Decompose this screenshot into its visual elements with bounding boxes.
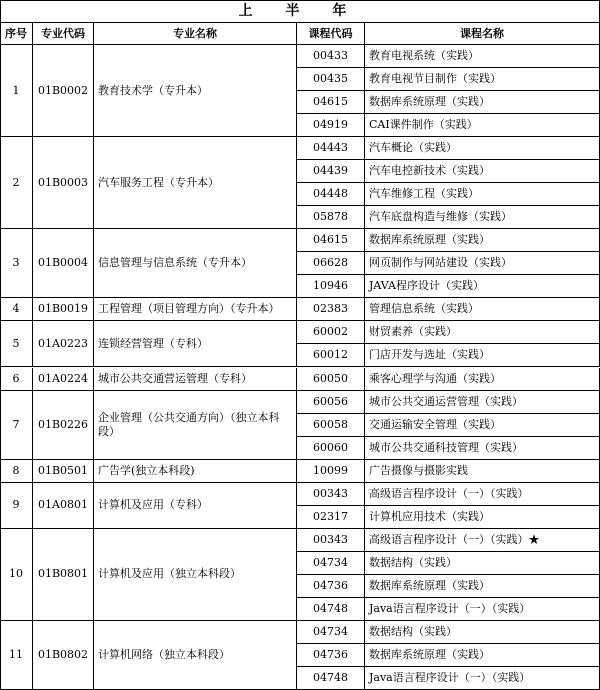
header-seq: 序号 bbox=[0, 23, 33, 45]
course-name: 数据结构（实践） bbox=[365, 621, 600, 644]
major-seq: 11 bbox=[0, 621, 33, 690]
course-name: 门店开发与选址（实践） bbox=[365, 344, 600, 367]
course-code: 05878 bbox=[297, 206, 365, 229]
major-name: 企业管理（公共交通方向）（独立本科段） bbox=[94, 391, 297, 460]
course-code: 04736 bbox=[297, 644, 365, 667]
major-seq: 5 bbox=[0, 321, 33, 367]
course-name: 数据结构（实践） bbox=[365, 552, 600, 575]
header-course-name: 课程名称 bbox=[365, 23, 600, 45]
major-name: 计算机及应用（独立本科段） bbox=[94, 529, 297, 621]
major-code: 01B0501 bbox=[33, 460, 94, 483]
course-code: 02383 bbox=[297, 298, 365, 321]
course-name: 财贸素养（实践） bbox=[365, 321, 600, 344]
course-name: 汽车底盘构造与维修（实践） bbox=[365, 206, 600, 229]
course-name: 教育电视系统（实践） bbox=[365, 45, 600, 68]
course-name: CAI课件制作（实践） bbox=[365, 114, 600, 137]
major-name: 工程管理（项目管理方向）（专升本） bbox=[94, 298, 297, 321]
course-code: 04748 bbox=[297, 598, 365, 621]
course-name: 汽车电控新技术（实践） bbox=[365, 160, 600, 183]
course-code: 04748 bbox=[297, 667, 365, 690]
course-code: 04615 bbox=[297, 91, 365, 114]
course-name: Java语言程序设计（一）（实践） bbox=[365, 667, 600, 690]
course-name: 数据库系统原理（实践） bbox=[365, 644, 600, 667]
course-name: 交通运输安全管理（实践） bbox=[365, 414, 600, 437]
course-code: 60060 bbox=[297, 437, 365, 460]
course-name: 高级语言程序设计（一）（实践）★ bbox=[365, 529, 600, 552]
course-code: 04443 bbox=[297, 137, 365, 160]
major-name: 信息管理与信息系统（专升本） bbox=[94, 229, 297, 298]
course-name: 数据库系统原理（实践） bbox=[365, 91, 600, 114]
major-code: 01B0226 bbox=[33, 391, 94, 460]
major-code: 01A0801 bbox=[33, 483, 94, 529]
course-code: 00435 bbox=[297, 68, 365, 91]
course-name: 汽车概论（实践） bbox=[365, 137, 600, 160]
course-code: 10099 bbox=[297, 460, 365, 483]
major-seq: 10 bbox=[0, 529, 33, 621]
course-name: 计算机应用技术（实践） bbox=[365, 506, 600, 529]
course-name: 城市公共交通运营管理（实践） bbox=[365, 391, 600, 414]
course-name: JAVA程序设计（实践） bbox=[365, 275, 600, 298]
course-code: 02317 bbox=[297, 506, 365, 529]
course-code: 06628 bbox=[297, 252, 365, 275]
course-code: 04919 bbox=[297, 114, 365, 137]
major-seq: 7 bbox=[0, 391, 33, 460]
course-code: 60050 bbox=[297, 368, 365, 391]
major-seq: 9 bbox=[0, 483, 33, 529]
major-name: 连锁经营管理（专科） bbox=[94, 321, 297, 367]
header-major-code: 专业代码 bbox=[33, 23, 94, 45]
course-name: 城市公共交通科技管理（实践） bbox=[365, 437, 600, 460]
course-code: 60056 bbox=[297, 391, 365, 414]
course-name: 网页制作与网站建设（实践） bbox=[365, 252, 600, 275]
course-code: 04615 bbox=[297, 229, 365, 252]
course-code: 10946 bbox=[297, 275, 365, 298]
course-name: 管理信息系统（实践） bbox=[365, 298, 600, 321]
course-name: 乘客心理学与沟通（实践） bbox=[365, 368, 600, 391]
major-code: 01B0004 bbox=[33, 229, 94, 298]
major-seq: 8 bbox=[0, 460, 33, 483]
major-code: 01B0802 bbox=[33, 621, 94, 690]
course-name: 数据库系统原理（实践） bbox=[365, 575, 600, 598]
course-code: 04734 bbox=[297, 621, 365, 644]
major-code: 01B0801 bbox=[33, 529, 94, 621]
major-seq: 3 bbox=[0, 229, 33, 298]
course-name: 汽车维修工程（实践） bbox=[365, 183, 600, 206]
course-code: 00343 bbox=[297, 529, 365, 552]
major-seq: 1 bbox=[0, 45, 33, 137]
major-code: 01B0019 bbox=[33, 298, 94, 321]
course-name: Java语言程序设计（一）（实践） bbox=[365, 598, 600, 621]
major-code: 01A0224 bbox=[33, 368, 94, 391]
course-code: 04734 bbox=[297, 552, 365, 575]
major-seq: 4 bbox=[0, 298, 33, 321]
major-code: 01B0002 bbox=[33, 45, 94, 137]
course-code: 04439 bbox=[297, 160, 365, 183]
major-seq: 2 bbox=[0, 137, 33, 229]
course-name: 高级语言程序设计（一）（实践） bbox=[365, 483, 600, 506]
course-code: 00343 bbox=[297, 483, 365, 506]
major-code: 01B0003 bbox=[33, 137, 94, 229]
major-name: 教育技术学（专升本） bbox=[94, 45, 297, 137]
course-name: 数据库系统原理（实践） bbox=[365, 229, 600, 252]
major-name: 计算机及应用（专科） bbox=[94, 483, 297, 529]
course-code: 00433 bbox=[297, 45, 365, 68]
major-seq: 6 bbox=[0, 368, 33, 391]
course-code: 60012 bbox=[297, 344, 365, 367]
course-code: 60002 bbox=[297, 321, 365, 344]
course-code: 60058 bbox=[297, 414, 365, 437]
course-code: 04736 bbox=[297, 575, 365, 598]
major-name: 广告学(独立本科段) bbox=[94, 460, 297, 483]
header-course-code: 课程代码 bbox=[297, 23, 365, 45]
major-code: 01A0223 bbox=[33, 321, 94, 367]
major-name: 计算机网络（独立本科段） bbox=[94, 621, 297, 690]
table-title: 上 半 年 bbox=[0, 0, 600, 23]
course-code: 04448 bbox=[297, 183, 365, 206]
course-name: 广告摄像与摄影实践 bbox=[365, 460, 600, 483]
major-name: 城市公共交通营运管理（专科） bbox=[94, 368, 297, 391]
header-major-name: 专业名称 bbox=[94, 23, 297, 45]
course-name: 教育电视节目制作（实践） bbox=[365, 68, 600, 91]
major-name: 汽车服务工程（专升本） bbox=[94, 137, 297, 229]
